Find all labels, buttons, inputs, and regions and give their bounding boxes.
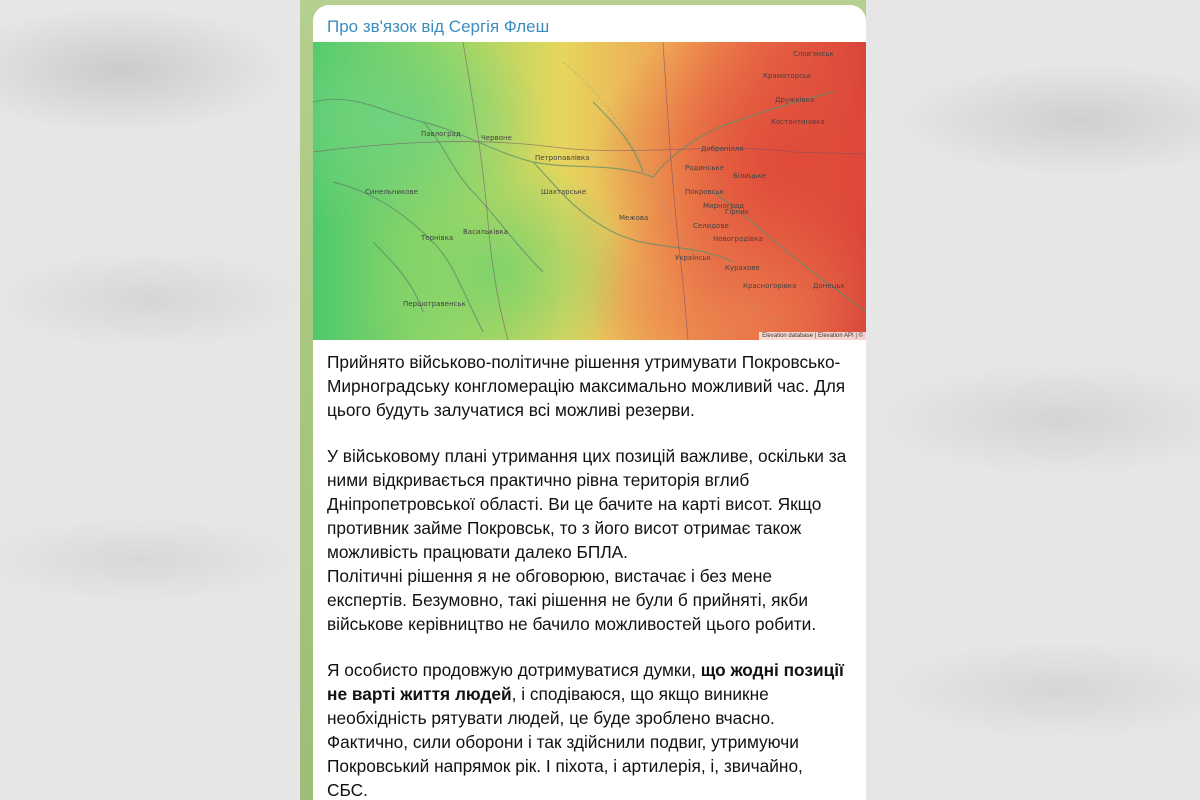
map-label-city: Васильківка — [463, 228, 508, 236]
map-label-city: Курахове — [725, 264, 760, 272]
post-paragraph: Прийнято військово-політичне рішення утримувати Покровсько-Мирноградську конгломерацію максимально можливий час. Для цього будуть залучатися всі можливі резерви. — [327, 352, 846, 420]
chat-background — [300, 0, 866, 800]
map-label-city: Червоне — [481, 134, 512, 142]
map-label-city: Шахтарське — [541, 188, 587, 196]
map-label-city: Краматорськ — [763, 72, 812, 80]
post-text — [327, 350, 847, 800]
map-label-city: Петропавлівка — [535, 154, 590, 162]
channel-name[interactable]: Про зв'язок від Сергія Флеш — [327, 17, 550, 36]
map-attribution[interactable]: Elevation database | Elevation API | © — [759, 332, 866, 340]
message-bubble[interactable] — [313, 5, 866, 800]
post-paragraph: Фактично, сили оборони і так здійснили подвиг, утримуючи Покровський напрямок рік. І піхота, і артилерія, і, звичайно, СБС. — [327, 732, 803, 800]
map-label-city: Гірник — [725, 208, 750, 216]
map-label-city: Мирноград — [703, 202, 745, 210]
map-label-city: Синельникове — [365, 188, 418, 196]
map-label-city: Добропілля — [701, 145, 744, 153]
map-label-city: Слов'янськ — [793, 50, 834, 58]
post-paragraph: У військовому плані утримання цих позицій важливе, оскільки за ними відкривається практично рівна територія вглиб Дніпропетровської області. Ви це бачите на карті висот. Якщо противник займе Покровськ, то з його висот отримає також можливість працювати далеко БПЛА. — [327, 446, 847, 562]
map-label-city: Донецьк — [813, 282, 845, 290]
post-text-fragment: Я особисто продовжую дотримуватися думки, — [327, 660, 701, 680]
post-text-fragment: , і сподіваюся, що якщо виникне необхідність рятувати людей, це буде зроблено вчасно. — [327, 684, 775, 728]
map-label-city: Українськ — [675, 254, 711, 262]
map-label-city: Костянтинівка — [771, 118, 825, 126]
map-label-city: Красногорівка — [743, 282, 797, 290]
map-label-city: Першотравенськ — [403, 300, 466, 308]
map-label-city: Білицьке — [733, 172, 767, 180]
post-bold-text: що жодні позиції не варті життя людей — [327, 660, 844, 704]
map-label-city: Новогродівка — [713, 235, 763, 243]
post-paragraph — [327, 658, 847, 730]
elevation-map-image[interactable] — [313, 42, 866, 340]
map-label-city: Тернівка — [421, 234, 454, 242]
map-label-city: Селидове — [693, 222, 729, 230]
map-label-city: Покровськ — [685, 188, 724, 196]
post-paragraph: Політичні рішення я не обговорюю, вистачає і без мене експертів. Безумовно, такі рішення не були б прийняті, якби військове керівництво не бачило можливостей цього робити. — [327, 566, 817, 634]
map-label-city: Родинське — [685, 164, 724, 172]
map-label-city: Дружківка — [775, 96, 815, 104]
map-label-city: Павлоград — [421, 130, 461, 138]
map-label-city: Межова — [619, 214, 649, 222]
